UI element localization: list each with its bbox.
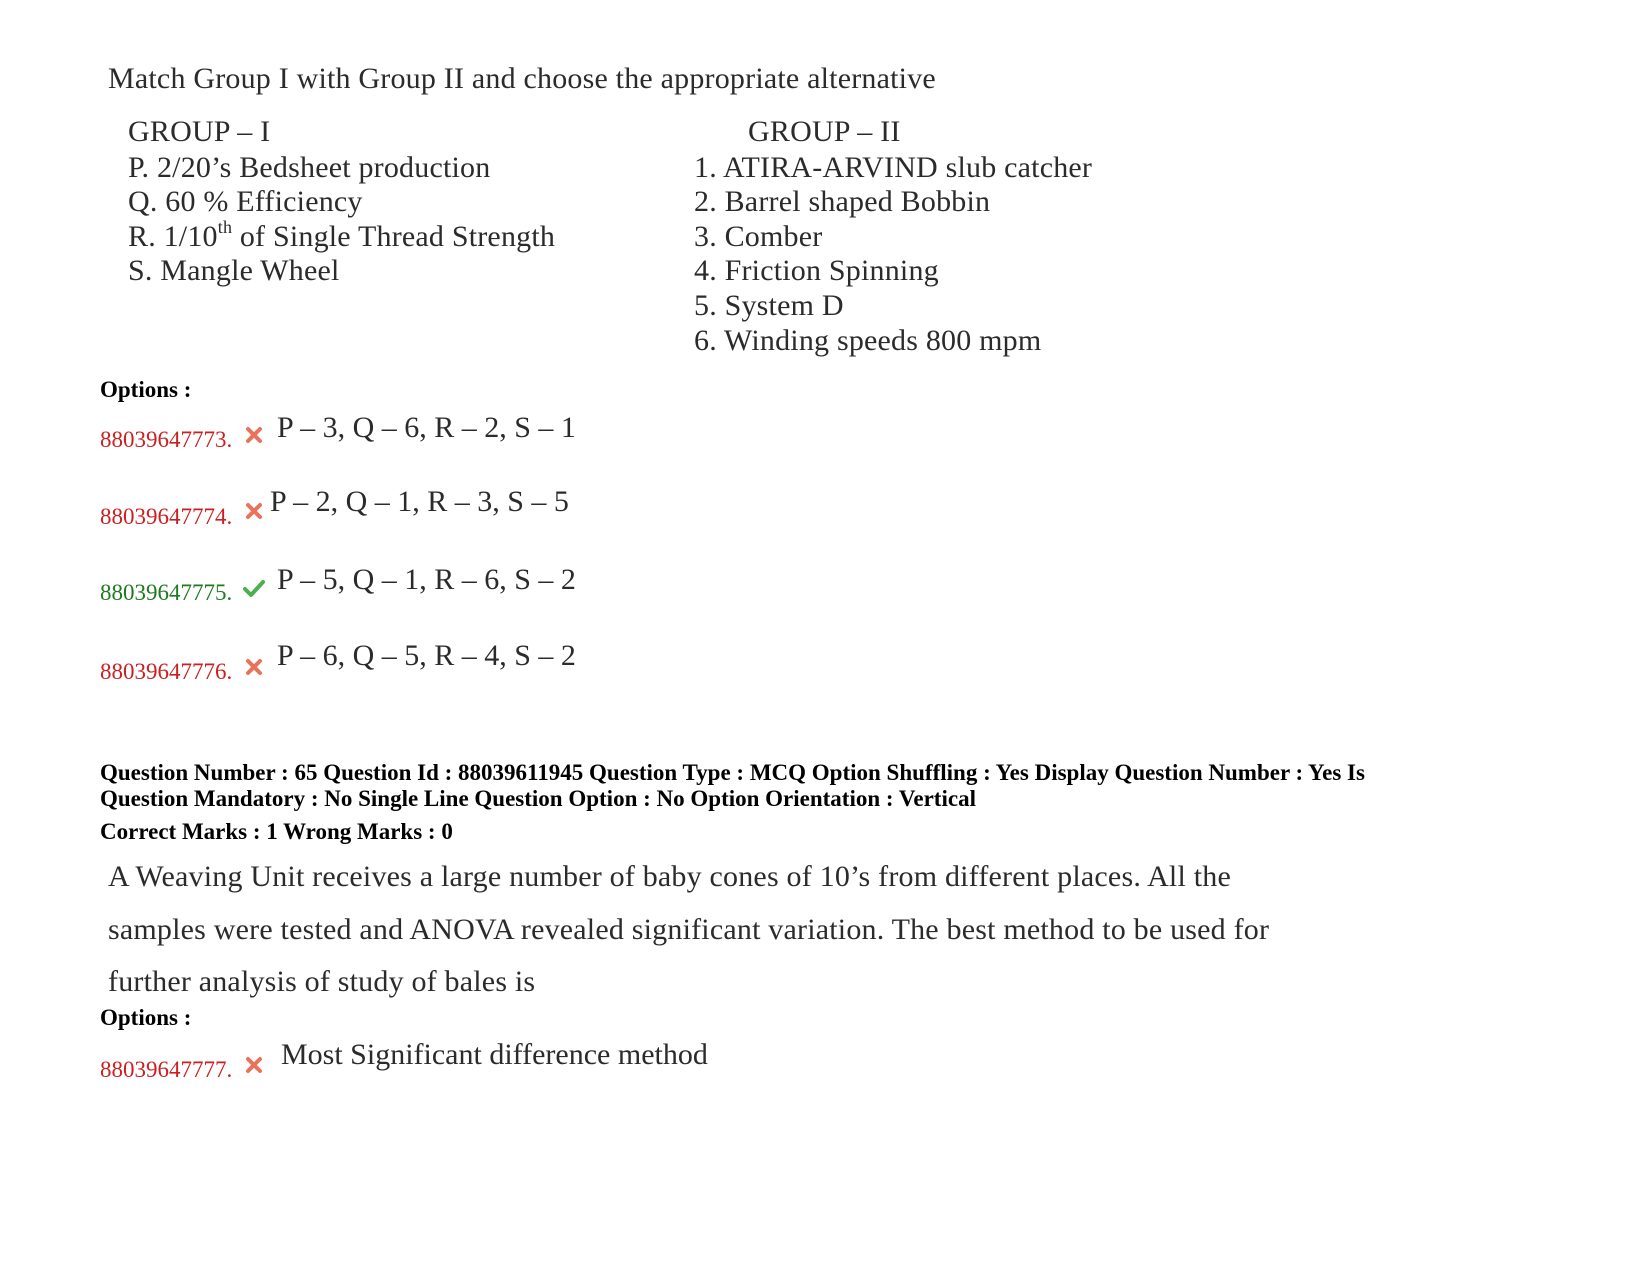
option-text[interactable]: Most Significant difference method xyxy=(281,1038,708,1071)
cross-icon xyxy=(245,658,263,676)
options-label: Options : xyxy=(100,1005,192,1030)
cross-icon xyxy=(245,502,263,520)
check-icon xyxy=(243,579,265,597)
option-text[interactable]: P – 5, Q – 1, R – 6, S – 2 xyxy=(277,563,576,596)
option-text[interactable]: P – 6, Q – 5, R – 4, S – 2 xyxy=(277,639,576,672)
group-2-item-1: 1. ATIRA-ARVIND slub catcher xyxy=(694,151,1093,184)
option-id: 88039647777. xyxy=(100,1057,233,1082)
option-id: 88039647776. xyxy=(100,659,233,684)
group-2-item-6: 6. Winding speeds 800 mpm xyxy=(694,324,1042,357)
option-text[interactable]: P – 3, Q – 6, R – 2, S – 1 xyxy=(277,411,576,444)
option-id: 88039647773. xyxy=(100,427,233,452)
group-2-item-5: 5. System D xyxy=(694,289,844,322)
group-1-item-r: R. 1/10th of Single Thread Strength xyxy=(128,217,556,253)
group-1-heading: GROUP – I xyxy=(128,115,271,148)
options-label: Options : xyxy=(100,377,192,402)
option-id: 88039647775. xyxy=(100,580,233,605)
question-body-line-1: A Weaving Unit receives a large number of baby cones of 10’s from different places. All the xyxy=(108,860,1231,893)
cross-icon xyxy=(245,426,263,444)
group-1-item-s: S. Mangle Wheel xyxy=(128,254,340,287)
group-2-heading: GROUP – II xyxy=(748,115,901,148)
cross-icon xyxy=(245,1056,263,1074)
group-1-item-q: Q. 60 % Efficiency xyxy=(128,185,363,218)
group-2-item-3: 3. Comber xyxy=(694,220,823,253)
group-2-item-2: 2. Barrel shaped Bobbin xyxy=(694,185,991,218)
option-id: 88039647774. xyxy=(100,504,233,529)
question-marks: Correct Marks : 1 Wrong Marks : 0 xyxy=(100,819,453,844)
question-body-line-2: samples were tested and ANOVA revealed significant variation. The best method to be used for xyxy=(108,913,1270,946)
group-2-item-4: 4. Friction Spinning xyxy=(694,254,939,287)
group-1-item-p: P. 2/20’s Bedsheet production xyxy=(128,151,491,184)
question-prompt: Match Group I with Group II and choose the appropriate alternative xyxy=(108,62,936,95)
question-meta-line-2: Question Mandatory : No Single Line Question Option : No Option Orientation : Vertical xyxy=(100,786,976,811)
option-text[interactable]: P – 2, Q – 1, R – 3, S – 5 xyxy=(270,485,569,518)
question-meta-line-1: Question Number : 65 Question Id : 88039611945 Question Type : MCQ Option Shuffling : Yes Display Question Number : Yes Is xyxy=(100,760,1365,785)
question-body-line-3: further analysis of study of bales is xyxy=(108,965,536,998)
